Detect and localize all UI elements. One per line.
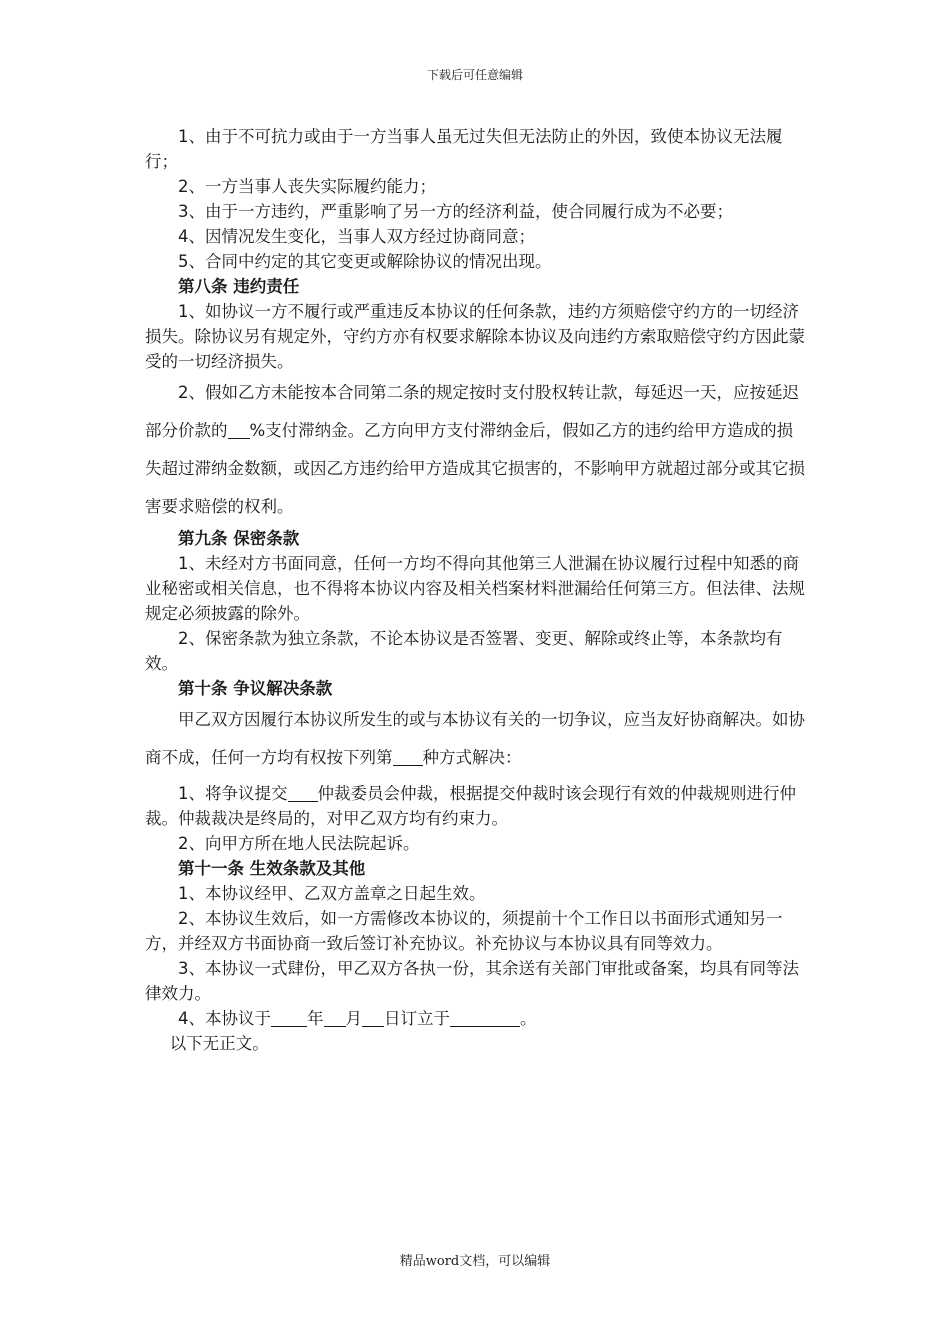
fill-in-blank [324, 1010, 346, 1028]
text-run: 。 [520, 1009, 537, 1028]
text-run: 4、本协议于 [178, 1009, 271, 1028]
text-run: 1、将争议提交 [178, 784, 288, 803]
paragraph: 2、本协议生效后，如一方需修改本协议的，须提前十个工作日以书面形式通知另一方，并经双方书面协商一致后签订补充协议。补充协议与本协议具有同等效力。 [145, 909, 783, 953]
paragraph: 2、保密条款为独立条款，不论本协议是否签署、变更、解除或终止等，本条款均有效。 [145, 629, 783, 673]
text-run: %支付滞纳金。乙方向甲方支付滞纳金后，假如乙方的违约给甲方造成的损失超过滞纳金数额，或因乙方违约给甲方造成其它损害的，不影响甲方就超过部分或其它损害要求赔偿的权利。 [145, 421, 805, 516]
section-heading: 第九条 保密条款 [178, 529, 300, 548]
fill-in-blank [288, 785, 318, 803]
paragraph: 5、合同中约定的其它变更或解除协议的情况出现。 [178, 252, 552, 271]
paragraph: 2、向甲方所在地人民法院起诉。 [178, 834, 420, 853]
text-run: 日订立于 [384, 1009, 450, 1028]
section-heading: 第十条 争议解决条款 [178, 679, 333, 698]
section-heading: 第十一条 生效条款及其他 [178, 859, 366, 878]
fill-in-blank [450, 1010, 520, 1028]
page-footer: 精品word文档，可以编辑 [399, 1254, 551, 1269]
page-header: 下载后可任意编辑 [426, 68, 523, 82]
text-run: 月 [345, 1009, 362, 1028]
section-heading: 第八条 违约责任 [178, 277, 300, 296]
paragraph: 1、本协议经甲、乙双方盖章之日起生效。 [178, 884, 486, 903]
text-run: 年 [307, 1009, 324, 1028]
paragraph: 1、如协议一方不履行或严重违反本协议的任何条款，违约方须赔偿守约方的一切经济损失。除协议另有规定外，守约方亦有权要求解除本协议及向违约方索取赔偿守约方因此蒙受的一切经济损失。 [145, 302, 805, 371]
paragraph [145, 1006, 805, 1031]
paragraph [145, 374, 805, 526]
text-run: 甲乙双方因履行本协议所发生的或与本协议有关的一切争议，应当友好协商解决。如协商不成，任何一方均有权按下列第 [145, 710, 805, 767]
text-run: 种方式解决： [422, 748, 522, 767]
closing-note: 以下无正文。 [169, 1034, 269, 1053]
fill-in-blank [393, 749, 423, 767]
paragraph: 2、一方当事人丧失实际履约能力； [178, 177, 436, 196]
paragraph [145, 781, 805, 831]
document-body [145, 124, 805, 1056]
paragraph: 3、本协议一式肆份，甲乙双方各执一份，其余送有关部门审批或备案，均具有同等法律效力。 [145, 959, 799, 1003]
text-run: 2、假如乙方未能按本合同第二条的规定按时支付股权转让款，每延迟一天，应按延迟部分价款的 [145, 383, 799, 440]
fill-in-blank [228, 422, 250, 440]
fill-in-blank [362, 1010, 384, 1028]
paragraph: 3、由于一方违约，严重影响了另一方的经济利益，使合同履行成为不必要； [178, 202, 733, 221]
paragraph: 1、未经对方书面同意，任何一方均不得向其他第三人泄漏在协议履行过程中知悉的商业秘密或相关信息，也不得将本协议内容及相关档案材料泄漏给任何第三方。但法律、法规规定必须披露的除外。 [145, 554, 805, 623]
fill-in-blank [271, 1010, 307, 1028]
paragraph: 4、因情况发生变化，当事人双方经过协商同意； [178, 227, 535, 246]
text-run: 仲裁委员会仲裁，根据提交仲裁时该会现行有效的仲裁规则进行仲裁。仲裁裁决是终局的，对甲乙双方均有约束力。 [145, 784, 796, 828]
paragraph [145, 701, 805, 777]
paragraph: 1、由于不可抗力或由于一方当事人虽无过失但无法防止的外因，致使本协议无法履行； [145, 127, 783, 171]
